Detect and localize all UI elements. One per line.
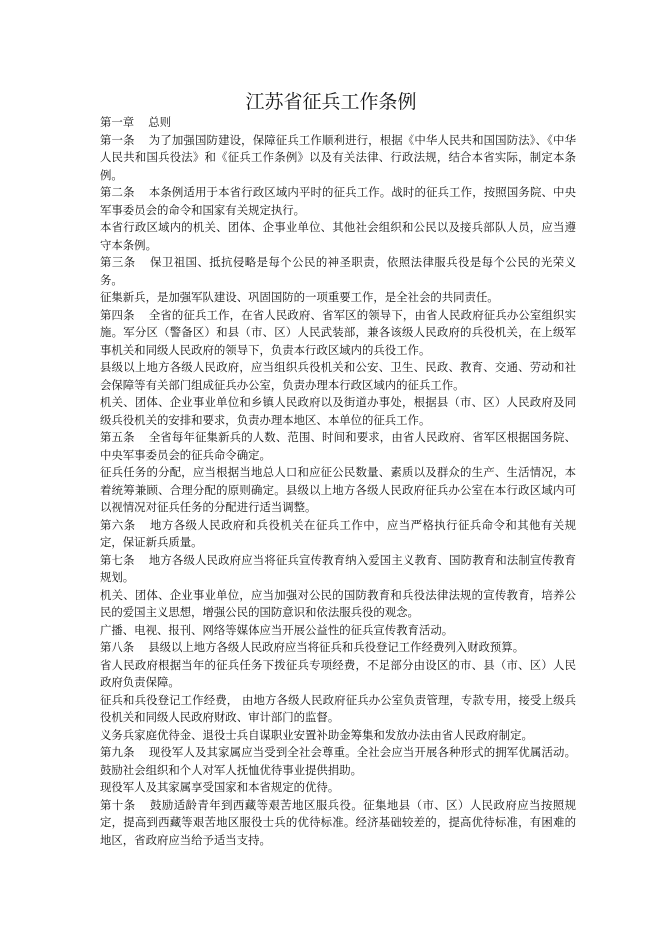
paragraph [100,464,576,517]
paragraph [100,429,576,464]
paragraph-text: 全省每年征集新兵的人数、范围、时间和要求，由省人民政府、省军区根据国务院、中央军事委员会的征兵命令确定。 [100,430,576,462]
article-label: 第一条 [100,132,135,147]
article-label: 第七条 [100,552,135,567]
article-label: 第三条 [100,255,136,269]
paragraph-text: 地方各级人民政府和兵役机关在征兵工作中，应当严格执行征兵命令和其他有关规定，保证新兵质量。 [100,517,576,549]
article-label: 第九条 [100,745,135,759]
paragraph-text: 鼓励适龄青年到西藏等艰苦地区服兵役。征集地县（市、区）人民政府应当按照规定，提高到西藏等艰苦地区服役士兵的优待标准。经济基础较差的，提高优待标准，有困难的地区，省政府应当给予适当支持。 [100,797,576,847]
paragraph-text: 地方各级人民政府应当将征兵宣传教育纳入爱国主义教育、国防教育和法制宣传教育规划。 [100,552,576,584]
paragraph-text: 现役军人及其家属应当受到全社会尊重。全社会应当开展各种形式的拥军优属活动。鼓励社会组织和个人对军人抚恤优待事业提供捐助。 [100,745,576,777]
paragraph-text: 本省行政区域内的机关、团体、企事业单位、其他社会组织和公民以及接兵部队人员，应当遵守本条例。 [100,220,576,252]
article-label: 第六条 [100,517,136,532]
article-label: 第八条 [100,640,135,654]
paragraph-text: 保卫祖国、抵抗侵略是每个公民的神圣职责，依照法律服兵役是每个公民的光荣义务。 [100,255,576,287]
paragraph-text: 现役军人及其家属享受国家和本省规定的优待。 [100,780,340,794]
paragraph [100,114,576,132]
paragraph [100,254,576,289]
paragraph-text: 征兵任务的分配，应当根据当地总人口和应征公民数量、素质以及群众的生产、生活情况，本着统筹兼顾、合理分配的原则确定。县级以上地方各级人民政府征兵办公室在本行政区域内可以视情况对征兵任务的分配进行适当调整。 [100,465,576,514]
article-label: 第一章 [100,115,135,129]
paragraph-text: 机关、团体、企业事业单位和乡镇人民政府以及街道办事处，根据县（市、区）人民政府及同级兵役机关的安排和要求，负责办理本地区、本单位的征兵工作。 [100,395,576,427]
paragraph-text: 广播、电视、报刊、网络等媒体应当开展公益性的征兵宣传教育活动。 [100,622,454,637]
document-body [100,114,576,849]
article-label: 第十条 [100,797,136,812]
article-label: 第二条 [100,185,135,199]
paragraph [100,394,576,429]
paragraph [100,359,576,394]
paragraph-text: 县级以上地方各级人民政府，应当组织兵役机关和公安、卫生、民政、教育、交通、劳动和社会保障等有关部门组成征兵办公室，负责办理本行政区域内的征兵工作。 [100,360,576,392]
paragraph [100,727,576,745]
paragraph-text: 机关、团体、企业事业单位，应当加强对公民的国防教育和兵役法律法规的宣传教育，培养公民的爱国主义思想，增强公民的国防意识和依法服兵役的观念。 [100,587,576,619]
document-title: 江苏省征兵工作条例 [245,91,417,113]
paragraph [100,219,576,254]
paragraph-text: 征兵和兵役登记工作经费， 由地方各级人民政府征兵办公室负责管理，专款专用，接受上级兵役机关和同级人民政府财政、审计部门的监督。 [100,692,576,724]
paragraph [100,692,576,727]
paragraph-text: 全省的征兵工作，在省人民政府、省军区的领导下，由省人民政府征兵办公室组织实施。军分区（警备区）和县（市、区）人民武装部，兼各该级人民政府的兵役机关，在上级军事机关和同级人民政府的领导下，负责本行政区域内的兵役工作。 [100,307,576,357]
paragraph [100,307,576,360]
paragraph [100,289,576,307]
paragraph [100,184,576,219]
paragraph-text: 义务兵家庭优待金、退役士兵自谋职业安置补助金筹集和发放办法由省人民政府制定。 [100,727,533,742]
paragraph-text: 本条例适用于本省行政区域内平时的征兵工作。战时的征兵工作，按照国务院、中央军事委员会的命令和国家有关规定执行。 [100,185,576,217]
paragraph-text: 征集新兵，是加强军队建设、巩固国防的一项重要工作，是全社会的共同责任。 [100,290,499,304]
paragraph [100,132,576,185]
paragraph-text: 县级以上地方各级人民政府应当将征兵和兵役登记工作经费列入财政预算。 [148,640,525,654]
article-label: 第五条 [100,430,135,444]
paragraph [100,744,576,779]
paragraph [100,779,576,797]
paragraph [100,517,576,552]
paragraph [100,657,576,692]
paragraph [100,587,576,622]
paragraph-text: 省人民政府根据当年的征兵任务下拨征兵专项经费，不足部分由设区的市、县（市、区）人民政府负责保障。 [100,657,576,689]
article-label: 第四条 [100,307,135,322]
paragraph [100,622,576,640]
paragraph [100,797,576,850]
paragraph-text: 为了加强国防建设，保障征兵工作顺利进行，根据《中华人民共和国国防法》、《中华人民共和国兵役法》和《征兵工作条例》以及有关法律、行政法规，结合本省实际，制定本条例。 [100,132,576,182]
paragraph [100,639,576,657]
paragraph-text: 总则 [148,115,171,129]
paragraph [100,552,576,587]
